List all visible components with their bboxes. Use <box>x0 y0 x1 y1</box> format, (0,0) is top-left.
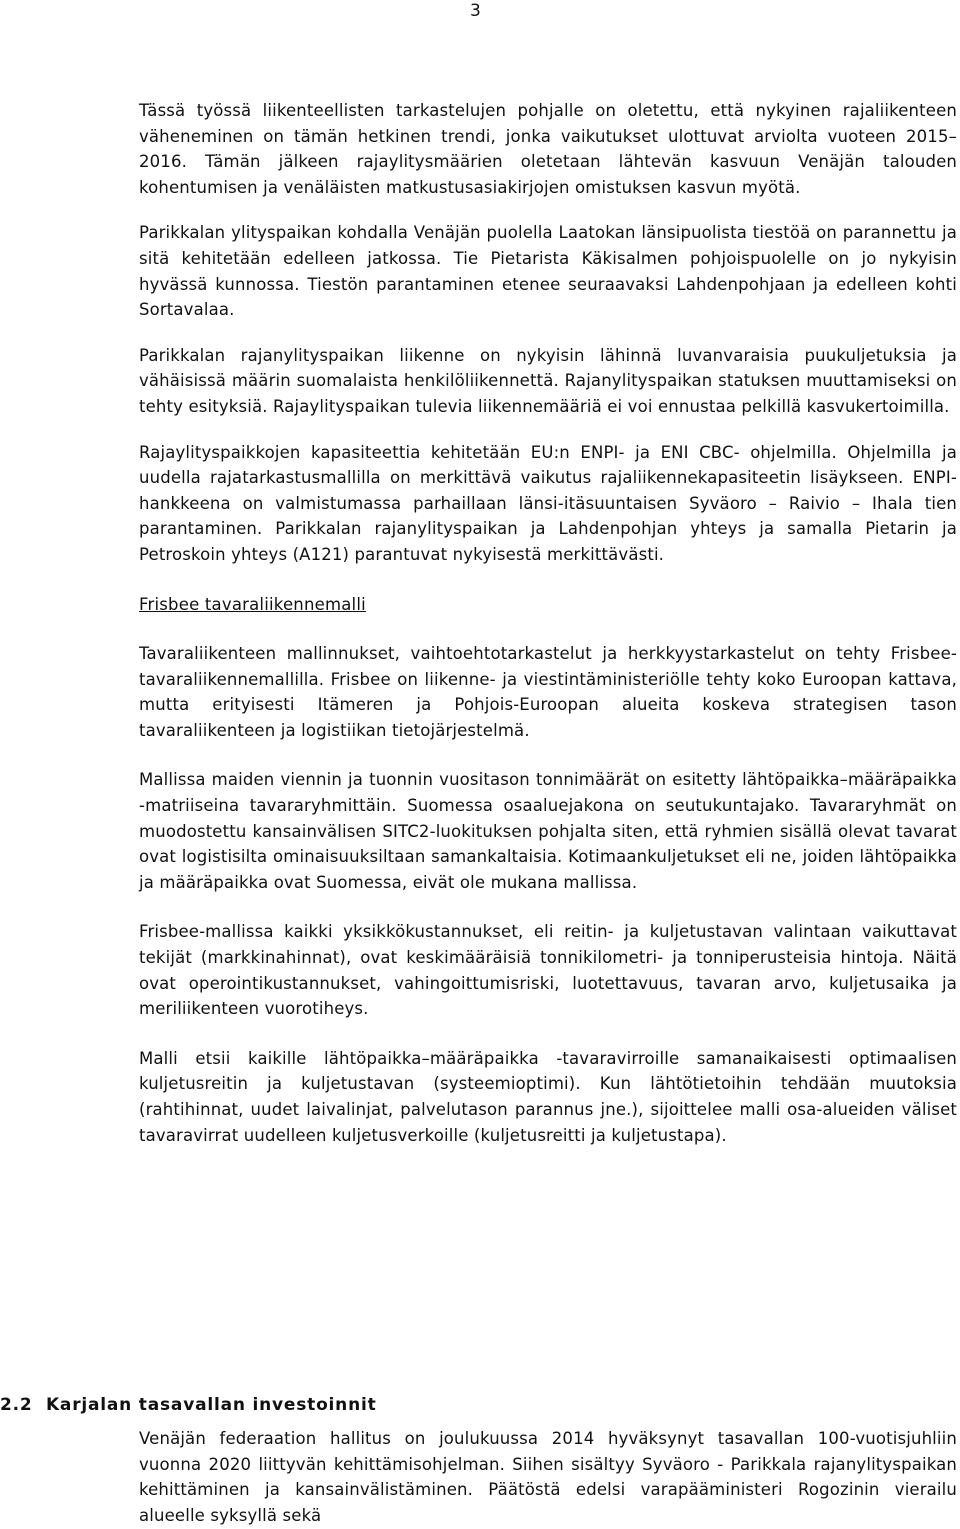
main-content <box>139 98 957 1148</box>
paragraph-frisbee-intro: Tavaraliikenteen mallinnukset, vaihtoehtotarkastelut ja herkkyystarkastelut on tehty Frisbee-tavaraliikennemallilla. Frisbee on liikenne- ja viestintäministeriölle tehty koko Euroopan kattava, mutta erityisesti Itämeren ja Pohjois-Euroopan alueita koskeva strategisen tason tavaraliikenteen ja logistiikan tietojärjestelmä. <box>139 644 957 740</box>
paragraph-frisbee-matrices: Mallissa maiden viennin ja tuonnin vuositason tonnimäärät on esitetty lähtöpaikka–määräpaikka -matriiseina tavararyhmittäin. Suomessa osaaluejakona on seutukuntajako. Tavararyhmät on muodostettu kansainvälisen SITC2-luokituksen pohjalta siten, että ryhmien sisällä olevat tavarat ovat logistisilta ominaisuuksiltaan samankaltaisia. Kotimaankuljetukset eli ne, joiden lähtöpaikka ja määräpaikka ovat Suomessa, eivät ole mukana mallissa. <box>139 770 957 892</box>
page-number: 3 <box>470 1 481 21</box>
paragraph-capacity-programs: Rajaylityspaikkojen kapasiteettia kehitetään EU:n ENPI- ja ENI CBC- ohjelmilla. Ohjelmilla ja uudella rajatarkastusmallilla on merkittävä vaikutus rajaliikennekapasiteetin lisäykseen. ENPI-hankkeena on valmistumassa parhaillaan länsi-itäsuuntaisen Syväoro – Raivio – Ihala tien parantaminen. Parikkalan rajanylityspaikan ja Lahdenpohjan yhteys ja samalla Pietarin ja Petroskoin yhteys (A121) parantuvat nykyisestä merkittävästi. <box>139 442 957 564</box>
paragraph-parikkala-traffic: Parikkalan rajanylityspaikan liikenne on nykyisin lähinnä luvanvaraisia puukuljetuksia ja vähäisissä määrin suomalaista henkilöliikennettä. Rajanylityspaikan statuksen muuttamiseksi on tehty esityksiä. Rajaylityspaikan tulevia liikennemääriä ei voi ennustaa pelkillä kasvukertoimilla. <box>139 345 957 416</box>
paragraph-parikkala-roads: Parikkalan ylityspaikan kohdalla Venäjän puolella Laatokan länsipuolista tiestöä on parannettu ja sitä kehitetään edelleen jatkossa. Tie Pietarista Käkisalmen pohjoispuolelle on jo nykyisin hyvässä kunnossa. Tiestön parantaminen etenee seuraavaksi Lahdenpohjaan ja edelleen kohti Sortavalaa. <box>139 223 957 320</box>
paragraph-traffic-trend: Tässä työssä liikenteellisten tarkastelujen pohjalle on oletettu, että nykyinen rajaliikenteen väheneminen on tämän hetkinen trendi, jonka vaikutukset ulottuvat arviolta vuoteen 2015–2016. Tämän jälkeen rajaylitysmäärien oletetaan lähtevän kasvuun Venäjän talouden kohentumisen ja venäläisten matkustusasiakirjojen omistuksen kasvun myötä. <box>139 101 957 197</box>
paragraph-frisbee-optimization: Malli etsii kaikille lähtöpaikka–määräpaikka -tavaravirroille samanaikaisesti optimaalisen kuljetusreitin ja kuljetustavan (systeemioptimi). Kun lähtötietoihin tehdään muutoksia (rahtihinnat, uudet laivalinjat, palvelutason parannus jne.), sijoittelee malli osa-alueiden väliset tavaravirrat uudelleen kuljetusverkoille (kuljetusreitti ja kuljetustapa). <box>139 1048 957 1145</box>
section-body <box>139 1426 957 1528</box>
section-heading: 2.2 Karjalan tasavallan investoinnit <box>0 1395 377 1415</box>
paragraph-frisbee-costs: Frisbee-mallissa kaikki yksikkökustannukset, eli reitin- ja kuljetustavan valintaan vaikuttavat tekijät (markkinahinnat), ovat keskimääräisiä tonnikilometri- ja tonniperusteisia hintoja. Näitä ovat operointikustannukset, vahingoittumisriski, luotettavuus, tavaran arvo, kuljetusaika ja meriliikenteen vuorotiheys. <box>139 922 957 1019</box>
paragraph-karelia-investments: Venäjän federaation hallitus on joulukuussa 2014 hyväksynyt tasavallan 100-vuotisjuhliin vuonna 2020 liittyvän kehittämisohjelman. Siihen sisältyy Syväoro - Parikkala rajanylityspaikan kehittäminen ja kansainvälistäminen. Päätöstä edelsi varapääministeri Rogozinin vierailu alueelle syksyllä sekä <box>139 1429 957 1525</box>
subheading-frisbee: Frisbee tavaraliikennemalli <box>139 594 366 614</box>
